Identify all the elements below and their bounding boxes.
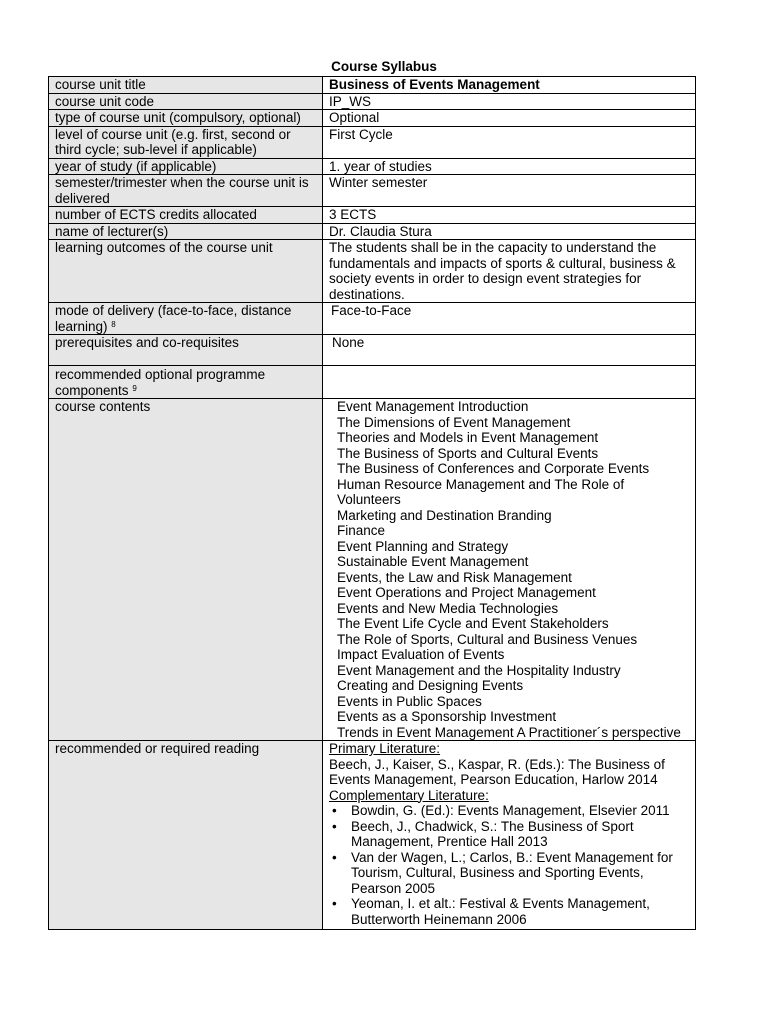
table-row xyxy=(49,399,696,741)
table-row xyxy=(49,158,696,175)
row-value: The students shall be in the capacity to understand the fundamentals and impacts of sports & cultural, business & society events in order to design event strategies for destinations. xyxy=(323,240,696,303)
table-row xyxy=(49,93,696,110)
course-content-item: Events in Public Spaces xyxy=(337,693,482,709)
row-label: course unit title xyxy=(49,77,323,94)
complementary-literature-list xyxy=(329,803,691,927)
table-row xyxy=(49,110,696,127)
primary-literature-text: Beech, J., Kaiser, S., Kaspar, R. (Eds.): The Business of Events Management, Pearson Education, Harlow 2014 xyxy=(329,756,665,787)
course-content-item: Creating and Designing Events xyxy=(337,678,524,693)
row-value xyxy=(323,366,696,399)
syllabus-table xyxy=(48,76,696,930)
course-content-item: Human Resource Management and The Role of Volunteers xyxy=(337,476,625,507)
row-label xyxy=(49,303,323,335)
literature-item: • Bowdin, G. (Ed.): Events Management, Elsevier 2011 xyxy=(351,803,691,819)
table-row xyxy=(49,223,696,240)
course-content-item: Events, the Law and Risk Management xyxy=(337,569,572,585)
table-row xyxy=(49,77,696,94)
complementary-literature-heading: Complementary Literature: xyxy=(329,787,489,803)
course-contents-list xyxy=(329,399,691,740)
row-value: 1. year of studies xyxy=(323,158,696,175)
table-row xyxy=(49,366,696,399)
row-label: year of study (if applicable) xyxy=(49,158,323,175)
literature-item: • Beech, J., Chadwick, S.: The Business of Sport Management, Prentice Hall 2013 xyxy=(351,819,691,850)
row-label: name of lecturer(s) xyxy=(49,223,323,240)
row-value: 3 ECTS xyxy=(323,207,696,224)
row-label: semester/trimester when the course unit is delivered xyxy=(49,175,323,207)
course-content-item: Finance xyxy=(337,523,386,538)
course-content-item: Marketing and Destination Branding xyxy=(337,507,552,523)
footnote-marker: 8 xyxy=(111,319,116,329)
row-label: learning outcomes of the course unit xyxy=(49,240,323,303)
course-content-item: Trends in Event Management A Practitioner´s perspective xyxy=(337,724,681,740)
course-content-item: Event Operations and Project Management xyxy=(337,585,596,600)
course-content-item: Sustainable Event Management xyxy=(337,554,529,569)
row-value xyxy=(323,335,696,366)
row-label: type of course unit (compulsory, optional) xyxy=(49,110,323,127)
row-value xyxy=(323,303,696,335)
row-value: Business of Events Management xyxy=(323,77,696,94)
course-content-item: The Role of Sports, Cultural and Business Venues xyxy=(337,631,638,647)
footnote-marker: 9 xyxy=(132,383,137,393)
row-value-text: Face-to-Face xyxy=(331,303,412,318)
row-label: prerequisites and co-requisites xyxy=(49,335,323,366)
row-value-text: None xyxy=(332,335,365,350)
literature-item: • Yeoman, I. et alt.: Festival & Events Management, Butterworth Heinemann 2006 xyxy=(351,896,691,927)
table-row xyxy=(49,741,696,930)
course-content-item: Events as a Sponsorship Investment xyxy=(337,709,557,724)
row-label-text: mode of delivery (face-to-face, distance learning) xyxy=(55,303,292,334)
primary-literature-heading: Primary Literature: xyxy=(329,741,441,756)
course-content-item: The Dimensions of Event Management xyxy=(337,414,571,430)
course-content-item: Event Planning and Strategy xyxy=(337,538,509,554)
page-title: Course Syllabus xyxy=(331,59,437,74)
row-label: level of course unit (e.g. first, second or third cycle; sub-level if applicable) xyxy=(49,126,323,158)
table-row xyxy=(49,126,696,158)
table-row xyxy=(49,303,696,335)
row-value xyxy=(323,399,696,741)
row-value: Winter semester xyxy=(323,175,696,207)
course-content-item: The Business of Sports and Cultural Events xyxy=(337,445,599,461)
course-content-item: The Business of Conferences and Corporate Events xyxy=(337,461,650,476)
table-row xyxy=(49,175,696,207)
row-value xyxy=(323,741,696,930)
row-value: IP_WS xyxy=(323,93,696,110)
row-label-text: recommended optional programme components xyxy=(55,367,266,398)
course-content-item: Impact Evaluation of Events xyxy=(337,647,505,662)
row-label: recommended or required reading xyxy=(49,741,323,930)
table-row xyxy=(49,207,696,224)
course-content-item: The Event Life Cycle and Event Stakeholders xyxy=(337,616,609,631)
row-label: course unit code xyxy=(49,93,323,110)
course-content-item: Events and New Media Technologies xyxy=(337,600,559,616)
table-row xyxy=(49,240,696,303)
row-label: number of ECTS credits allocated xyxy=(49,207,323,224)
course-content-item: Event Management and the Hospitality Industry xyxy=(337,662,621,678)
row-label: course contents xyxy=(49,399,323,741)
row-value: First Cycle xyxy=(323,126,696,158)
course-content-item: Event Management Introduction xyxy=(337,399,529,414)
course-content-item: Theories and Models in Event Management xyxy=(337,430,599,445)
table-row xyxy=(49,335,696,366)
literature-item: • Van der Wagen, L.; Carlos, B.: Event Management for Tourism, Cultural, Business and Sporting Events, Pearson 2005 xyxy=(351,850,691,897)
row-label xyxy=(49,366,323,399)
row-value: Optional xyxy=(323,110,696,127)
row-value: Dr. Claudia Stura xyxy=(323,223,696,240)
